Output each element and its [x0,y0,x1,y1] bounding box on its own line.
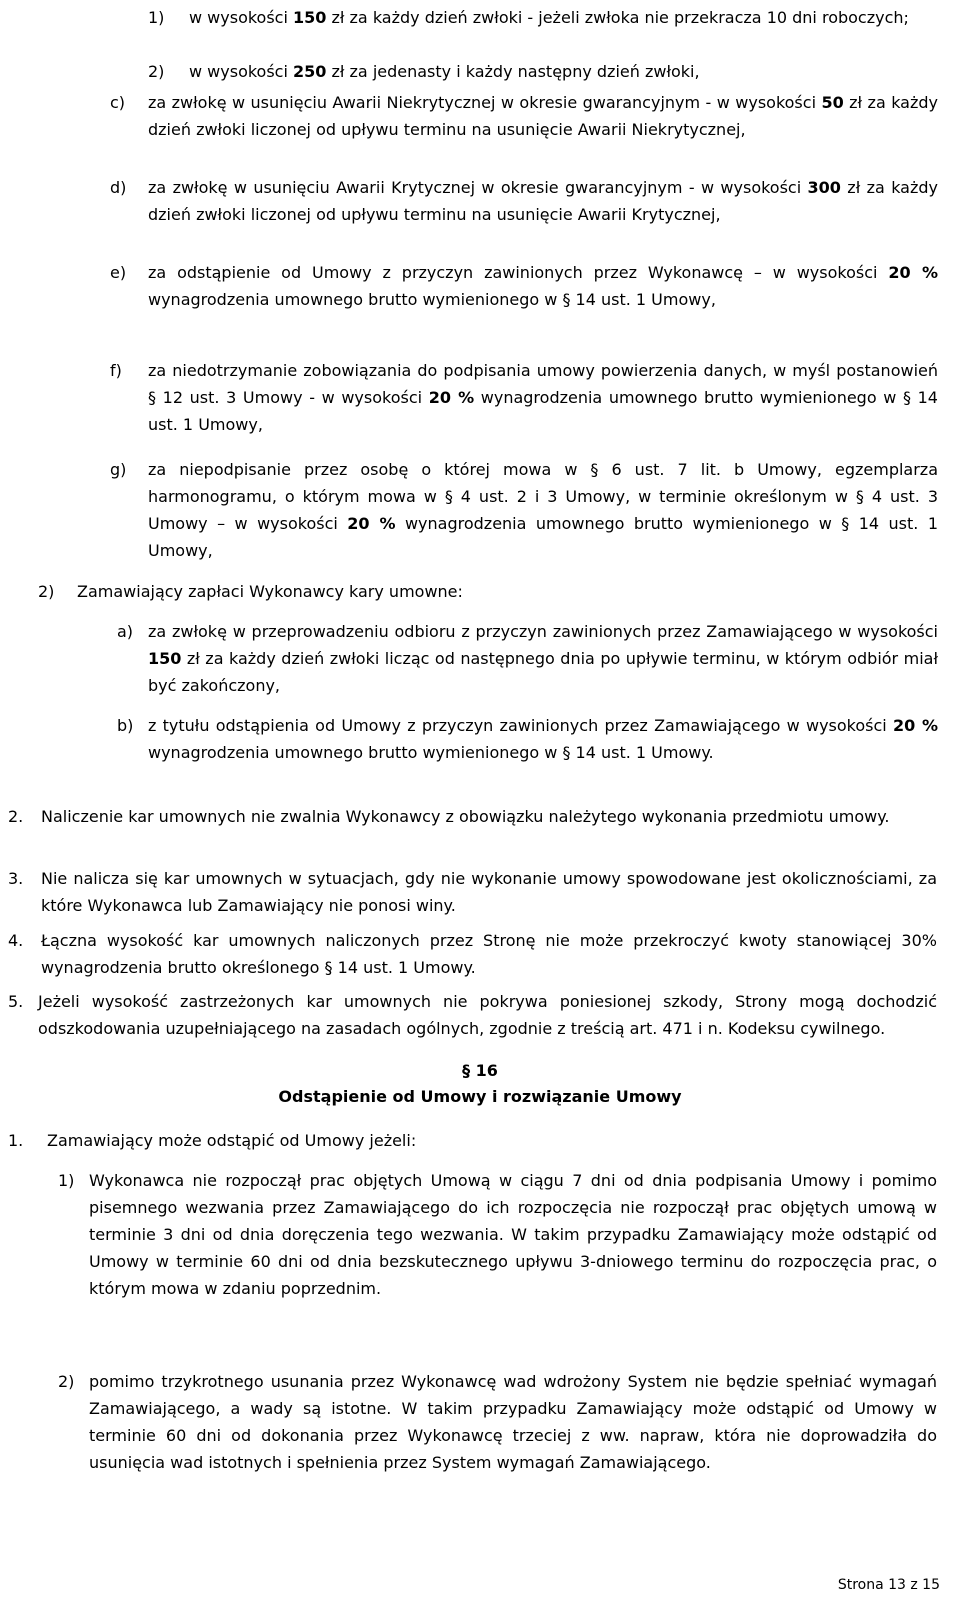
penalty-item-1: w wysokości 150 zł za każdy dzień zwłoki - jeżeli zwłoka nie przekracza 10 dni roboczych; [189,8,909,27]
list-marker: d) [110,178,127,197]
section-title: Odstąpienie od Umowy i rozwiązanie Umowy [278,1087,682,1106]
employer-penalty-a: za zwłokę w przeprowadzeniu odbioru z przyczyn zawinionych przez Zamawiającego w wysokości 150 zł za każdy dzień zwłoki licząc od następnego dnia po upływie terminu, w którym odbiór miał być zakończony, [148,622,938,695]
list-marker: b) [117,716,134,735]
list-marker: 4. [8,931,24,950]
penalty-item-2: w wysokości 250 zł za jedenasty i każdy następny dzień zwłoki, [189,62,700,81]
list-marker: 3. [8,869,24,888]
page-number: Strona 13 z 15 [837,1577,940,1593]
list-marker: a) [117,622,134,641]
list-marker: 1) [58,1171,75,1190]
list-marker: 1) [148,8,165,27]
employer-penalty-b: z tytułu odstąpienia od Umowy z przyczyn zawinionych przez Zamawiającego w wysokości 20 % wynagrodzenia umownego brutto wymienionego w § 14 ust. 1 Umowy. [148,716,938,762]
list-marker: e) [110,263,127,282]
section-number: § 16 [462,1061,498,1080]
list-marker: f) [110,361,122,380]
penalty-item-f: za niedotrzymanie zobowiązania do podpisania umowy powierzenia danych, w myśl postanowień § 12 ust. 3 Umowy - w wysokości 20 % wynagrodzenia umownego brutto wymienionego w § 14 ust. 1 Umowy, [148,361,938,434]
list-marker: c) [110,93,126,112]
paragraph-5: Jeżeli wysokość zastrzeżonych kar umownych nie pokrywa poniesionej szkody, Strony mogą dochodzić odszkodowania uzupełniającego na zasadach ogólnych, zgodnie z treścią art. 471 i n. Kodeksu cywilnego. [38,992,937,1038]
list-marker: 1. [8,1131,24,1150]
penalty-item-d: za zwłokę w usunięciu Awarii Krytycznej w okresie gwarancyjnym - w wysokości 300 zł za każdy dzień zwłoki liczonej od upływu terminu na usunięcie Awarii Krytycznej, [148,178,938,224]
paragraph-2: Naliczenie kar umownych nie zwalnia Wykonawcy z obowiązku należytego wykonania przedmiotu umowy. [41,807,890,826]
withdrawal-reason-1: Wykonawca nie rozpoczął prac objętych Umową w ciągu 7 dni od dnia podpisania Umowy i pomimo pisemnego wezwania przez Zamawiającego do ich rozpoczęcia nie rozpoczął prac objętych umową w terminie 3 dni od dnia doręczenia tego wezwania. W takim przypadku Zamawiający może odstąpić od Umowy w terminie 60 dni od dnia bezskutecznego upływu 3-dniowego terminu do rozpoczęcia prac, o którym mowa w zdaniu poprzednim. [89,1171,937,1298]
paragraph-3: Nie nalicza się kar umownych w sytuacjach, gdy nie wykonanie umowy spowodowane jest okolicznościami, za które Wykonawca lub Zamawiający nie ponosi winy. [41,869,937,915]
penalty-item-g: za niepodpisanie przez osobę o której mowa w § 6 ust. 7 lit. b Umowy, egzemplarza harmonogramu, o którym mowa w § 4 ust. 2 i 3 Umowy, w terminie określonym w § 4 ust. 3 Umowy – w wysokości 20 % wynagrodzenia umownego brutto wymienionego w § 14 ust. 1 Umowy, [148,460,938,560]
withdrawal-intro: Zamawiający może odstąpić od Umowy jeżeli: [47,1131,417,1150]
list-marker: 2) [38,582,55,601]
list-marker: 2) [148,62,165,81]
paragraph-4: Łączna wysokość kar umownych naliczonych przez Stronę nie może przekroczyć kwoty stanowiącej 30% wynagrodzenia brutto określonego § 14 ust. 1 Umowy. [41,931,937,977]
withdrawal-reason-2: pomimo trzykrotnego usunania przez Wykonawcę wad wdrożony System nie będzie spełniać wymagań Zamawiającego, a wady są istotne. W takim przypadku Zamawiający może odstąpić od Umowy w terminie 60 dni od dokonania przez Wykonawcę trzeciej z ww. napraw, która nie doprowadziła do usunięcia wad istotnych i spełnienia przez System wymagań Zamawiającego. [89,1372,937,1472]
list-marker: 5. [8,992,24,1011]
list-marker: g) [110,460,127,479]
penalty-item-c: za zwłokę w usunięciu Awarii Niekrytycznej w okresie gwarancyjnym - w wysokości 50 zł za każdy dzień zwłoki liczonej od upływu terminu na usunięcie Awarii Niekrytycznej, [148,93,939,139]
employer-penalties-intro: Zamawiający zapłaci Wykonawcy kary umowne: [77,582,463,601]
penalty-item-e: za odstąpienie od Umowy z przyczyn zawinionych przez Wykonawcę – w wysokości 20 % wynagrodzenia umownego brutto wymienionego w § 14 ust. 1 Umowy, [148,263,938,309]
list-marker: 2) [58,1372,75,1391]
list-marker: 2. [8,807,24,826]
